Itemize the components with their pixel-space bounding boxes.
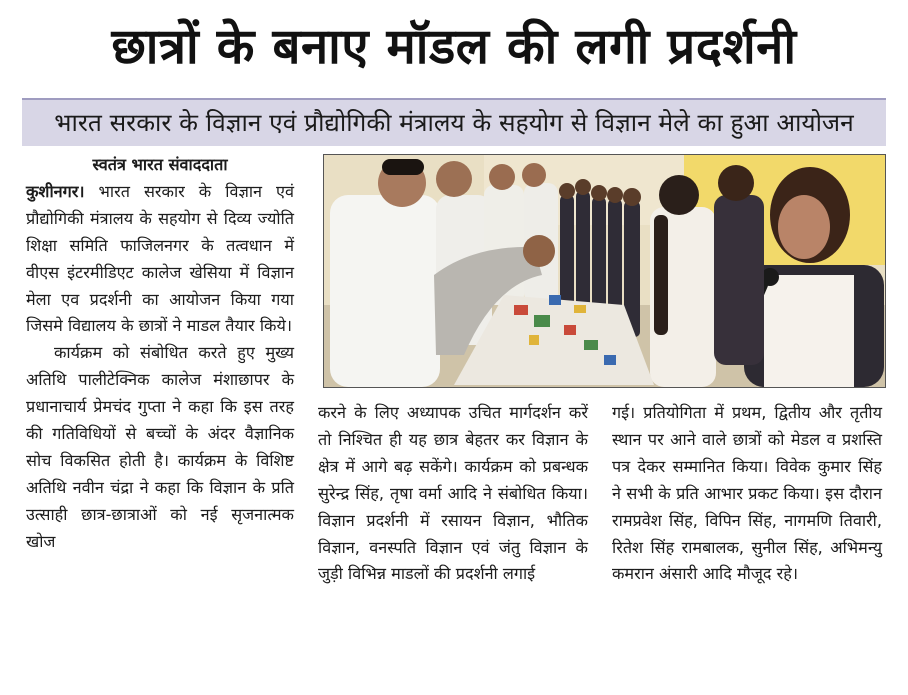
paragraph-1-text: भारत सरकार के विज्ञान एवं प्रौद्योगिकी मंत्रालय के सहयोग से दिव्य ज्योति शिक्षा समिति फाजिलनगर के तत्वधान में वीएस इंटरमीडिएट कालेज खेसिया में विज्ञान मेला एव प्रदर्शनी का आयोजन किया गया जिसमे विद्यालय के छात्रों ने माडल तैयार किये।	[26, 181, 294, 336]
article-column-3	[612, 400, 882, 588]
column-3-text: गई। प्रतियोगिता में प्रथम, द्वितीय और तृतीय स्थान पर आने वाले छात्रों को मेडल व प्रशस्ति पत्र देकर सम्मानित किया। विवेक कुमार सिंह ने सभी के प्रति आभार प्रकट किया। इस दौरान रामप्रवेश सिंह, विपिन सिंह, नागमणि तिवारी, रितेश सिंह रामबालक, सुनील सिंह, अभिमन्यु कमरान अंसारी आदि मौजूद रहे।	[612, 403, 882, 584]
column-2-text: करने के लिए अध्यापक उचित मार्गदर्शन करें तो निश्चित ही यह छात्र बेहतर कर विज्ञान के क्षेत्र में आगे बढ़ सकेंगे। कार्यक्रम को प्रबन्धक सुरेन्द्र सिंह, तृषा वर्मा आदि ने संबोधित किया। विज्ञान प्रदर्शनी में रसायन विज्ञान, भौतिक विज्ञान, वनस्पति विज्ञान एवं जंतु विज्ञान के जुड़ी विभिन्न माडलों की प्रदर्शनी लगाई	[318, 403, 588, 584]
paragraph-2: कार्यक्रम को संबोधित करते हुए मुख्य अतिथि पालीटेक्निक कालेज मंशाछापर के प्रधानाचार्य प्रेमचंद गुप्ता ने कहा कि इस तरह की गतिविधियों से बच्चों के अंदर वैज्ञानिक सोच विकसित होती है। कार्यक्रम के विशिष्ट अतिथि नवीन चंद्रा ने कहा कि विज्ञान के प्रति उत्साही छात्र-छात्राओं को नई सृजनात्मक खोज	[26, 343, 294, 551]
headline: छात्रों के बनाए मॉडल की लगी प्रदर्शनी	[111, 18, 797, 75]
subheadline: भारत सरकार के विज्ञान एवं प्रौद्योगिकी मंत्रालय के सहयोग से विज्ञान मेले का हुआ आयोजन	[22, 98, 886, 146]
byline: स्वतंत्र भारत संवाददाता	[92, 155, 228, 174]
dateline: कुशीनगर।	[26, 181, 85, 201]
event-photo	[323, 154, 886, 388]
article-column-2	[318, 400, 588, 588]
article-column-1	[26, 152, 294, 556]
paragraph-1	[26, 179, 294, 340]
